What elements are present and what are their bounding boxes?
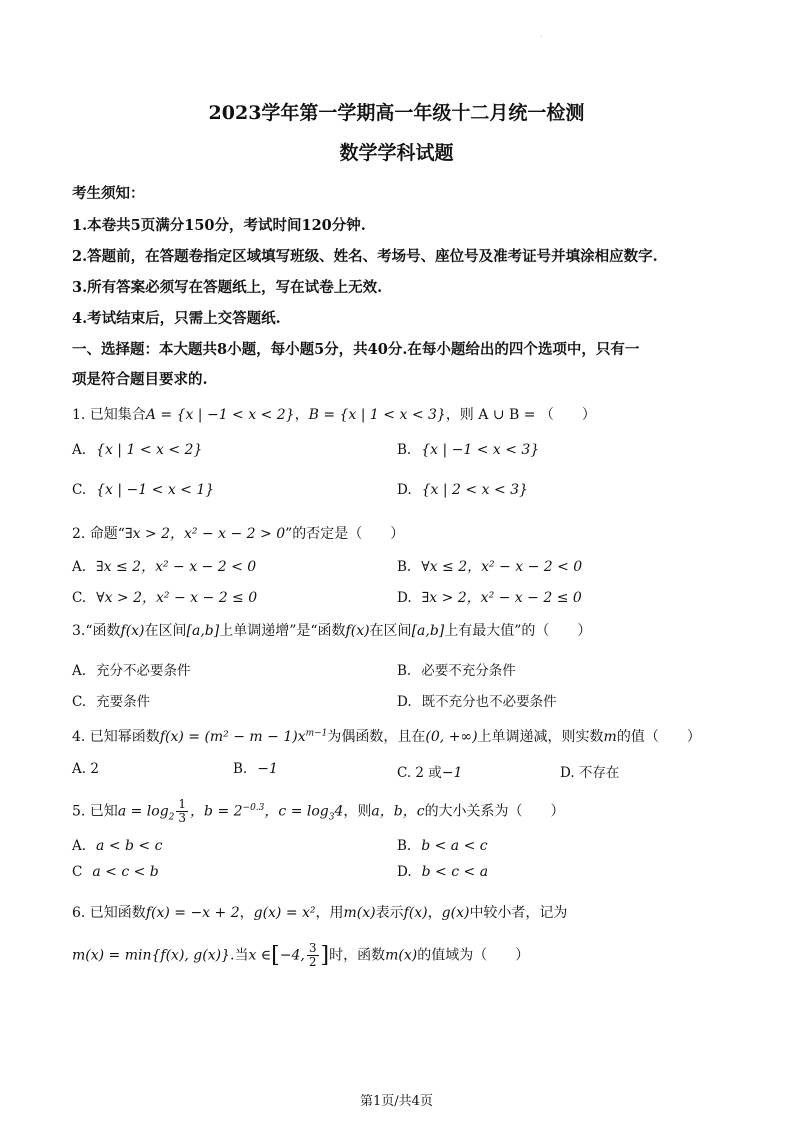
q4-option-c[interactable]: C. 2 或−1 [397, 765, 463, 781]
exam-subtitle: 数学学科试题 [339, 142, 454, 164]
question-3: 3.“函数f(x)在区间[a,b]上单调递增”是“函数f(x)在区间[a,b]上有最大值”的（ ） [72, 623, 592, 639]
q1-option-d[interactable]: D. {x | 2 < x < 3} [397, 482, 528, 498]
q4-option-b[interactable]: B. −1 [233, 761, 278, 777]
corner-mark: · [540, 34, 542, 41]
notice-item-2: 2.答题前，在答题卷指定区域填写班级、姓名、考场号、座位号及准考证号并填涂相应数字. [72, 248, 658, 265]
question-6-line-2: m(x) = min{f(x), g(x)}.当x ∈[−4, $\frac{3}{2}$ ]时，函数m(x)的值域为（ ） [72, 941, 530, 969]
notice-item-1: 1.本卷共5页满分150分，考试时间120分钟. [72, 217, 366, 234]
section-heading-line-2: 项是符合题目要求的. [72, 371, 208, 388]
question-2: 2. 命题“∃x > 2，x² − x − 2 > 0”的否定是（ ） [72, 526, 405, 542]
q3-option-c[interactable]: C. 充要条件 [72, 694, 151, 710]
question-6-line-1: 6. 已知函数f(x) = −x + 2，g(x) = x²，用m(x)表示f(x)，g(x)中较小者，记为 [72, 905, 568, 921]
q5-option-d[interactable]: D. b < c < a [397, 864, 489, 880]
notice-item-4: 4.考试结束后，只需上交答题纸. [72, 310, 281, 327]
set-b: B = {x | 1 < x < 3} [308, 407, 446, 423]
q2-option-d[interactable]: D. ∃x > 2，x² − x − 2 ≤ 0 [397, 590, 582, 606]
page-footer: 第1页/共4页 [360, 1094, 433, 1109]
exam-title: 2023学年第一学期高一年级十二月统一检测 [208, 102, 585, 124]
fraction-three-halves: $\frac{3}{2}$ [308, 941, 317, 969]
fraction-one-third: $\frac{1}{3}$ [178, 797, 187, 825]
q5-option-b[interactable]: B. b < a < c [397, 838, 488, 854]
q4-option-d[interactable]: D. 不存在 [560, 765, 620, 781]
notice-heading: 考生须知： [72, 185, 145, 202]
q3-option-a[interactable]: A. 充分不必要条件 [72, 663, 191, 679]
q1-option-c[interactable]: C. {x | −1 < x < 1} [72, 482, 215, 498]
q2-option-a[interactable]: A. ∃x ≤ 2，x² − x − 2 < 0 [72, 559, 257, 575]
q2-option-c[interactable]: C. ∀x > 2，x² − x − 2 ≤ 0 [72, 590, 258, 606]
set-a: A = {x | −1 < x < 2} [145, 407, 295, 423]
section-heading-line-1: 一、选择题：本大题共8小题，每小题5分，共40分.在每小题给出的四个选项中，只有一 [72, 341, 640, 358]
notice-item-3: 3.所有答案必须写在答题纸上，写在试卷上无效. [72, 279, 383, 296]
q3-option-b[interactable]: B. 必要不充分条件 [397, 663, 516, 679]
q5-option-c[interactable]: C a < c < b [72, 864, 159, 880]
q4-option-a[interactable]: A. 2 [72, 761, 99, 777]
question-1: 1. 已知集合A = {x | −1 < x < 2}，B = {x | 1 < x < 3}，则 A ∪ B = （ ） [72, 407, 596, 423]
question-5: 5. 已知$a = \log_2$ $\frac{1}{3}$ ，$b = 2^{-0.3}$，$c = \log_34$，则a，b，c的大小关系为（ ） [72, 797, 565, 825]
q2-option-b[interactable]: B. ∀x ≤ 2，x² − x − 2 < 0 [397, 559, 583, 575]
question-4: 4. 已知幂函数$f(x) = (m^2 - m - 1)x^{m-1}$为偶函数，且在(0, +∞)上单调递减，则实数m的值（ ） [72, 728, 701, 745]
q5-option-a[interactable]: A. a < b < c [72, 838, 163, 854]
q1-option-a[interactable]: A. {x | 1 < x < 2} [72, 442, 203, 458]
q1-option-b[interactable]: B. {x | −1 < x < 3} [397, 442, 540, 458]
q3-option-d[interactable]: D. 既不充分也不必要条件 [397, 694, 557, 710]
